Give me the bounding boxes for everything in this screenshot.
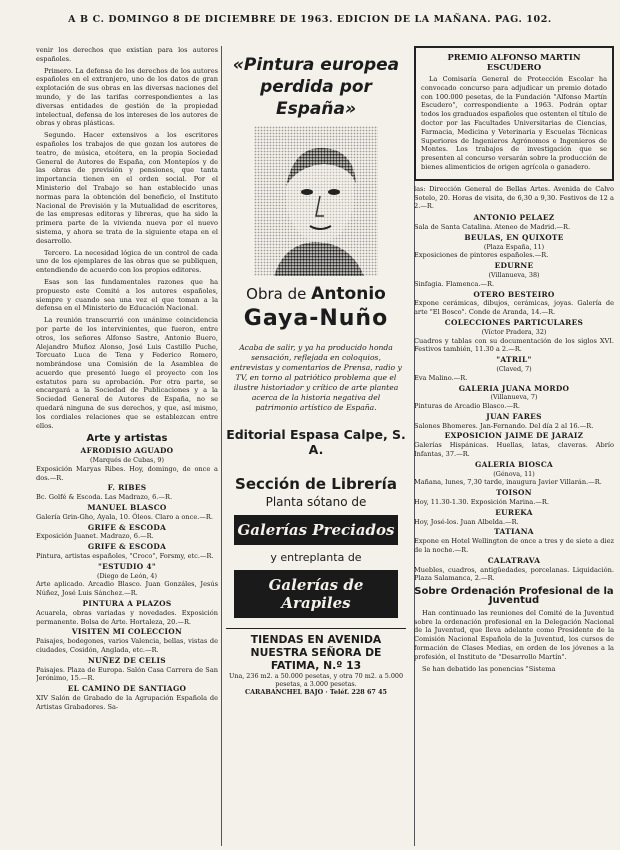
store-banner-preciados: Galerías Preciados [234,515,398,545]
gallery-description: Expone cerámicas, dibujos, cerámicas, joyas. Galería de arte "El Bosco". Conde de Aranda, 14.—R. [414,299,614,317]
page-header [0,0,620,40]
gallery-name: EL CAMINO DE SANTIAGO [67,684,187,694]
prize-text: La Comisaría General de Protección Escolar ha convocado concurso para adjudicar un premio dotado con 100.000 pesetas, de la Fundación "Alfonso Martín Escudero", correspondiente a 1963. Podrán optar todos los graduados españoles que ostenten el título de doctor por las Facultades Universitarias de Ciencias, Farmacia, Medicina y Veterinaria y Escuelas Técnicas Superiores de Ingenieros Agrónomos e Ingenieros de Montes. Los trabajos de investigación que se presenten al concurso versarán sobre la producción de bienes alimenticios de origen agrícola o ganadero. [421,75,607,171]
gallery-entry [414,356,614,382]
article-paragraph: La reunión transcurrió con unánime coincidencia por parte de los intervinientes, que fueron, entre otros, los señores Alfonso Sastre, Antonio Buero, Alejandro Muñoz Alonso, José Luis Castillo Puche, Torcuato Luca de Tena y Federico Romero, nombrándose una Comisión de la Asamblea de acuerdo que presentó luego el proyecto con los estatutos para su aprobación. Por otra parte, se encargará a la Sociedad de Publicaciones y a la Sociedad General de Autores de España, no se quedará ninguna de sus derechos, y que, así mismo, los cordiales relaciones que se establezcan entre ellos. [36,316,218,430]
store-banner-arapiles: Galerías de Arapiles [234,570,398,618]
gallery-description: Hoy, José-los. Juan Albelda.—R. [414,517,519,526]
right-column [414,46,614,846]
prize-title: PREMIO ALFONSO MARTIN ESCUDERO [447,52,581,72]
gallery-address: (Víctor Pradera, 32) [481,327,547,336]
gallery-entry [414,489,614,507]
gallery-entry [414,319,614,354]
section-title-juventud: Sobre Ordenación Profesional de la Juventud [414,586,614,607]
gallery-description: Sala de Santa Catalina. Ateneo de Madrid.—R. [414,222,571,231]
gallery-list [36,447,218,711]
article-paragraph: Tercero. La necesidad lógica de un control de cada uno de los ejemplares de las obras que se publiquen, entendiendo de acuerdo con los propios editores. [36,248,218,275]
author-surname: Gaya-Nuño [243,306,389,331]
gallery-entry [414,461,614,487]
gallery-description: Sinfagia. Flamenca.—R. [414,279,495,288]
prize-announcement [414,46,614,181]
author-first-name: Antonio [311,284,386,304]
gallery-name: GALERIA JUANA MORDO [458,383,570,393]
gallery-name: F. RIBES [107,483,147,493]
gallery-description: Pinturas de Arcadio Blasco.—R. [414,402,520,411]
gallery-description: Paisajes, bodegones, varios Valencia, bellas, vistas de ciudades, Cosidón, Anglada, etc.—R. [36,637,218,654]
header-line: A B C. DOMINGO 8 DE DICIEMBRE DE 1963. EDICION DE LA MAÑANA. PAG. 102. [68,14,552,25]
gallery-entry [36,628,218,654]
gallery-entry [36,563,218,598]
gallery-description: Exposición Juanet. Madrazo, 6.—R. [36,532,154,541]
gallery-entry [36,657,218,683]
gallery-entry [36,685,218,711]
gallery-description: Eva Malino.—R. [414,373,468,382]
gallery-description: Bc. Golfé & Escoda. Las Madrazo, 6.—R. [36,493,173,502]
gallery-name: "ESTUDIO 4" [98,561,156,571]
obra-prefix: Obra de [246,285,307,303]
gallery-name: "ATRIL" [496,355,532,365]
gallery-name: NUÑEZ DE CELIS [88,655,166,665]
gallery-name: EXPOSICION JAIME DE JARAIZ [444,431,584,441]
gallery-list [414,214,614,583]
gallery-name: CALATRAVA [487,555,541,565]
article-paragraph: Segundo. Hacer extensivos a los escritores españoles los trabajos de que gozan los autores de teatro, de música, etcétera, en la propia Sociedad General de Autores de España, con Montepíos y de las obras de previsión y pensiones, que tanta importancia tienen en el orden social. Por el Ministerio del Trabajo se han establecido unas normas para la obtención del beneficio, el Instituto Nacional de Previsión y la Mutualidad de escritores, de las empresas editoras y libreras, que ha sido la primera parte de la vivienda nueva por el nuevo sistema, y ahora se trata de la siguiente etapa en el desarrollo. [36,131,218,245]
bookstore-section: Sección de Librería [235,475,397,493]
gallery-entry [36,504,218,522]
gallery-name: EDURNE [494,261,534,271]
portrait-image [254,126,378,276]
gallery-entry [36,524,218,542]
gallery-address: (Plaza España, 11) [483,242,545,251]
section-title-arte: Arte y artistas [86,433,168,445]
gallery-entry [414,214,614,232]
gallery-description: Arte aplicado. Arcadio Blasco. Juan Gonzáles, Jesús Núñez, José Luis Sánchez.—R. [36,580,218,598]
gallery-address: (Claved, 7) [496,364,532,373]
floor-label-2: y entreplanta de [270,551,362,564]
gallery-name: OTERO BESTEIRO [473,289,555,299]
gallery-entry [36,447,218,482]
gallery-entry [414,557,614,583]
article-paragraph: Se han debatido las ponencias "Sistema [422,664,556,673]
gallery-description: Galería Grin-Gho, Ayala, 10. Óleos. Claro a once.—R. [36,512,213,521]
publisher-name: Editorial Espasa Calpe, S. A. [226,427,406,457]
shops-ad [226,628,406,696]
gallery-entry [414,385,614,411]
gallery-description: Paisajes. Plaza de Europa. Salón Casa Carrera de San Jerónimo, 15.—R. [36,665,218,683]
author-portrait [254,126,378,276]
gallery-name: ANTONIO PELAEZ [473,213,555,223]
gallery-name: VISITEN MI COLECCION [71,627,183,637]
gallery-name: PINTURA A PLAZOS [82,599,172,609]
shops-ad-title: TIENDAS EN AVENIDA NUESTRA SEÑORA DE FATIMA, N.º 13 [250,633,382,672]
floor-label: Planta sótano de [265,495,367,509]
gallery-description: XIV Salón de Grabado de la Agrupación Española de Artistas Grabadores. Sa- [36,693,218,711]
gallery-description: Exposición Maryas Ribes. Hoy, domingo, de once a dos.—R. [36,464,218,482]
gallery-description: Exposiciones de pintores españoles.—R. [414,251,549,260]
gallery-name: GRIFE & ESCODA [87,522,167,532]
gallery-address: (Génova, 11) [493,469,535,478]
gallery-description: Muebles, cuadros, antigüedades, porcelanas. Liquidación. Plaza Salamanca, 2.—R. [414,565,614,583]
shops-ad-contact: CARABANCHEL BAJO · Teléf. 228 67 45 [245,688,387,696]
article-paragraph: Esas son las fundamentales razones que ha propuesto este Comité a los autores españoles, siempre y cuando sea una vez el que toman a la defensa en el Ministerio de Educación Nacional. [36,277,218,313]
gallery-description: Expone en Hotel Wellington de once a tres y de siete a diez de la noche.—R. [414,537,614,555]
gallery-name: TATIANA [494,527,534,537]
gallery-address: (Marqués de Cubas, 9) [90,456,164,465]
ad-author-line [226,284,406,304]
left-column [36,46,218,846]
gallery-name: GRIFE & ESCODA [87,542,167,552]
gallery-description: Cuadros y tablas con su documentación de los siglos XVI. Festivos también, 11.30 a 2.—R. [414,336,614,354]
gallery-description: Mañana, lunes, 7,30 tarde, inaugura Javier Villarán.—R. [414,478,602,487]
gallery-entry [414,262,614,288]
gallery-name: BEULAS, EN QUIXOTE [464,232,564,242]
gallery-address: (Villanueva, 7) [490,393,538,402]
ad-body-text: Acaba de salir, y ya ha producido honda sensación, reflejada en coloquios, entrevistas y comentarios de Prensa, radio y TV, en torno al patriótico problema que el ilustre historiador y crítico de arte plantea acerca de la historia negativa del patrimonio artístico de España. [230,343,402,412]
shops-ad-details: Una, 236 m2. a 50.000 pesetas, y otra 70 m2. a 5.000 pesetas, a 3.000 pesetas. [228,672,404,688]
gallery-description: Galerías Hispánicas. Huellas, latas, claveras. Abrío Infantas, 37.—R. [414,441,614,459]
book-advertisement [226,46,406,846]
gallery-entry [36,600,218,626]
gallery-address: (Diego de León, 4) [97,571,157,580]
gallery-name: JUAN FARES [486,411,542,421]
ad-title: «Pintura europea perdida por España» [232,55,400,119]
gallery-entry [414,291,614,317]
gallery-description: Hoy, 11.30-1.30. Exposición Marina.—R. [414,498,549,507]
gallery-name: GALERIA BIOSCA [474,459,554,469]
article-paragraph: Han continuado las reuniones del Comité de la Juventud sobre la ordenación profesional en la Delegación Nacional de la Juventud, que lleva adelante como Presidente de la Comisión Nacional Española de la Juventud, los cursos de formación de Clases Medias, en orden de los jóvenes a la profesión, el Instituto de "Desarrollo Martín". [414,608,614,661]
intro-text: las: Dirección General de Bellas Artes. Avenida de Calvo Sotelo, 20. Horas de visita, de 6,30 a 9,30. Festivos de 12 a 2.—R. [414,184,614,211]
gallery-name: MANUEL BLASCO [87,503,167,513]
gallery-name: TOISON [496,488,532,498]
gallery-entry [414,509,614,527]
article-paragraph: venir los derechos que existían para los autores españoles. [36,46,218,63]
gallery-name: COLECCIONES PARTICULARES [444,317,584,327]
gallery-description: Acuarela, obras variadas y novedades. Exposición permanente. Bolsa de Arte. Hortaleza, 20.—R. [36,608,218,626]
gallery-entry [36,543,218,561]
gallery-entry [414,234,614,260]
article-paragraph: Primero. La defensa de los derechos de los autores españoles en el extranjero, uno de los datos de gran explotación de sus obras en las diversas naciones del mundo, y de las tarifas correspondientes a las diversas entidades de gestión de la propiedad intelectual, defensa de los intereses de los autores de obras y obras plásticas. [36,66,218,128]
gallery-entry [414,528,614,554]
gallery-name: AFRODISIO AGUADO [80,446,174,456]
gallery-entry [36,484,218,502]
gallery-description: Pintura, artistas españoles, "Croco", Forsmy, etc.—R. [36,552,214,561]
gallery-name: EUREKA [495,507,533,517]
gallery-entry [414,432,614,458]
gallery-address: (Villanueva, 38) [488,270,540,279]
gallery-description: Salones Bhomeres. Jan-Fernando. Del día 2 al 16.—R. [414,421,594,430]
gallery-entry [414,413,614,431]
